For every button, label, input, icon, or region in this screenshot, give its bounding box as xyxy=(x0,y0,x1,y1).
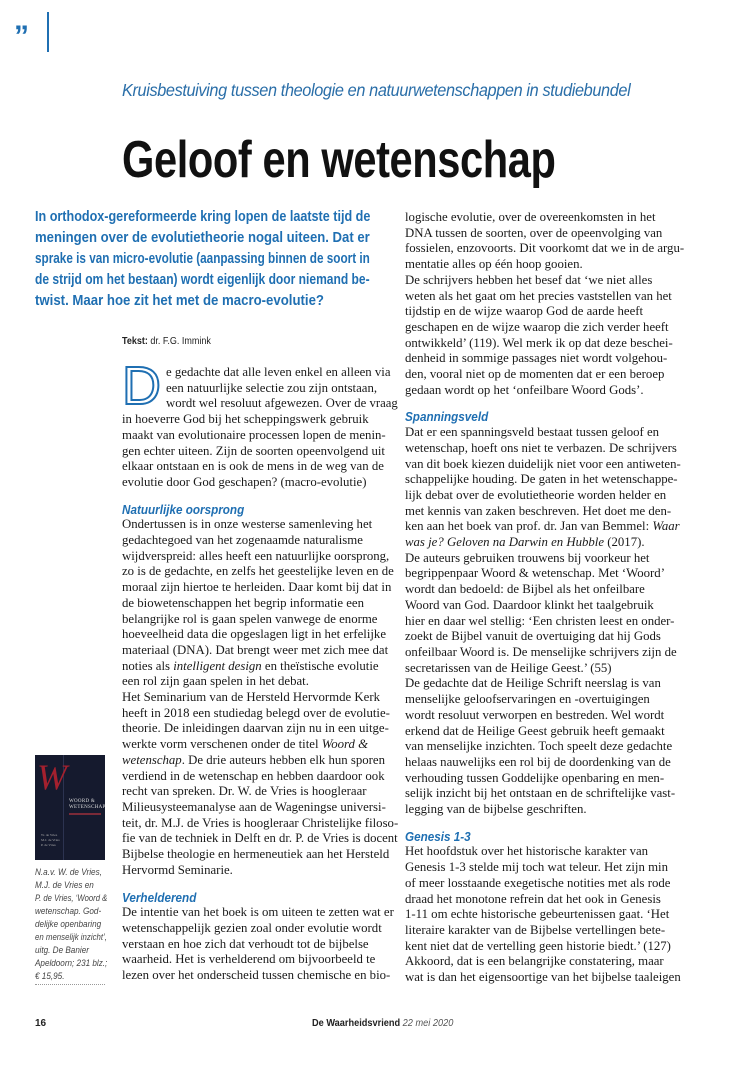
text-line: wetenschappelijk gezien zoal onder evolutie wordt xyxy=(122,920,382,935)
text-line: teit, dr. M.J. de Vries is hoogleraar Christelijke filoso- xyxy=(122,815,399,830)
text-line: belangrijke rol is gaan spelen vanwege de enorme xyxy=(122,611,378,626)
text-line: wetenschap. De drie auteurs hebben elk hun sporen xyxy=(122,752,385,767)
kicker: Kruisbestuiving tussen theologie en natuurwetenschappen in studiebundel xyxy=(122,80,631,100)
text-line: literaire karakter van de Bijbelse vertellingen bete- xyxy=(405,922,666,937)
text-line: werkte vorm verschenen onder de titel Woord & xyxy=(122,737,369,752)
text-line: Ondertussen is in onze westerse samenleving het xyxy=(122,517,373,532)
byline-label: Tekst: xyxy=(122,336,148,347)
page-title: Geloof en wetenschap xyxy=(122,131,556,189)
text-line: M.J. de Vries en xyxy=(35,880,94,891)
text-line: 1-11 om echte historische gebeurtenissen gaat. ‘Het xyxy=(405,907,670,922)
text-line: ken aan het boek van prof. dr. Jan van Bemmel: Waar xyxy=(405,519,680,534)
cover-title xyxy=(69,799,106,811)
text-line: De gedachte dat de Heilige Schrift neerslag is van xyxy=(405,676,661,691)
text-line: noties als intelligent design en theïstische evolutie xyxy=(122,658,379,673)
text-line: erkend dat de Heilige Geest gebruik heeft gemaakt xyxy=(405,723,665,738)
text-line: De auteurs gebruiken trouwens bij voorkeur het xyxy=(405,550,650,565)
text-line: denheid in sommige passages niet wordt volgehou- xyxy=(405,351,668,366)
issue-date: 22 mei 2020 xyxy=(402,1018,454,1029)
text-line: Woord van God. Daardoor klinkt het taalgebruik xyxy=(405,597,654,612)
text-line: in hoeverre God bij het scheppingswerk gebruik xyxy=(122,412,369,427)
text-line: gedachtegoed van het zogenaamde naturalisme xyxy=(122,533,363,548)
text-line: zo is de gedachte, en zelfs het geestelijke leven en de xyxy=(122,564,394,579)
text-line: wordt wel resoluut afgewezen. Over de vraag xyxy=(166,396,398,411)
cover-title-line: WETENSCHAP xyxy=(69,805,106,810)
text-line: tijdstip en de wijze waarop God de aarde heeft xyxy=(405,304,644,319)
text-line: schappelijke houding. De gaten in het wetenschappe- xyxy=(405,472,678,487)
text-line: fossielen, enzovoorts. Dit voorkomt dat we in de argu- xyxy=(405,241,685,256)
text-line: van dit boek kiezen duidelijk niet voor een antiweten- xyxy=(405,456,681,471)
text-line: logische evolutie, over de overeenkomsten in het xyxy=(405,210,656,224)
text-line: In orthodox-gereformeerde kring lopen de laatste tijd de xyxy=(35,208,371,225)
text-line: ontwikkeld’ (119). Wel merk ik op dat deze beschei- xyxy=(405,335,673,350)
text-line: verstaan en hoe zich dat verhoudt tot de bijbelse xyxy=(122,936,369,951)
text-line: de strijd om het bestaan) wordt eigenlijk door niemand be- xyxy=(35,271,370,288)
column-1 xyxy=(122,356,399,984)
text-line: legging van de bijbelse geschriften. xyxy=(405,802,587,817)
text-line: moraal zijn hiertoe te herleiden. Daar komt bij dat in xyxy=(122,580,392,595)
text-line: P. de Vries, ‘Woord & xyxy=(35,893,108,904)
text-line: wordt resoluut verworpen en bestreden. Wel wordt xyxy=(405,707,665,722)
text-line: een rol zijn gaan spelen in het debat. xyxy=(122,674,309,689)
page-number: 16 xyxy=(35,1018,47,1029)
text-line: en menselijk inzicht’, xyxy=(35,932,107,943)
text-line: wijdverspreid: alles heeft een natuurlijke oorsprong, xyxy=(122,548,390,563)
text-line: uitg. De Banier xyxy=(35,945,89,956)
cover-title-line: WOORD & xyxy=(69,799,96,804)
text-line: Bijbelse theologie en hermeneutiek aan het Hersteld xyxy=(122,847,390,862)
text-line: theorie. De inleidingen daarvan zijn nu in een uitge- xyxy=(122,721,389,736)
text-line: De schrijvers hebben het besef dat ‘we niet alles xyxy=(405,272,653,287)
text-line: evolutie door God geschapen? (macro-evolutie) xyxy=(122,474,367,489)
text-line: Apeldoorn; 231 blz.; xyxy=(35,958,108,969)
text-line: heeft in 2018 een studiedag belegd over de evolutie- xyxy=(122,705,390,720)
text-line: wetenschap. God- xyxy=(35,906,102,917)
text-line: sprake is van micro-evolutie (aanpassing binnen de soort in xyxy=(35,250,370,267)
text-line: twist. Maar hoe zit het met de macro-evolutie? xyxy=(35,292,324,309)
text-line: waarheid. Het is verhelderend om bijvoorbeeld te xyxy=(122,952,376,967)
text-line: e gedachte dat alle leven enkel en alleen via xyxy=(166,365,391,379)
text-line: € 15,95. xyxy=(35,971,65,982)
cover-author: M.J. de Vries xyxy=(41,838,60,842)
text-line: weten als het gaat om het precies vaststellen van het xyxy=(405,288,672,303)
section-heading: Verhelderend xyxy=(122,889,197,905)
cover-letter: W xyxy=(37,757,67,797)
text-line: of meer losstaande exegetische notities met als rode xyxy=(405,875,671,890)
cover-stripe xyxy=(69,813,101,815)
text-line: Het Seminarium van de Hersteld Hervormde Kerk xyxy=(122,690,380,705)
text-line: lijk debat over de evolutietheorie worden helder en xyxy=(405,487,667,502)
text-line: Milieusysteemanalyse aan de Wageningse universi- xyxy=(122,799,386,814)
text-line: draad het monotone refrein dat het ook in Genesis xyxy=(405,891,661,906)
caption-divider xyxy=(35,984,105,985)
text-line: recht van spreken. Dr. W. de Vries is hoogleraar xyxy=(122,784,367,799)
text-line: van menselijke inzichten. Toch speelt deze gedachte xyxy=(405,739,673,754)
text-line: lezen over het onderscheid tussen chemische en bio- xyxy=(122,968,391,983)
text-line: met kennis van zaken beschreven. Het doet me den- xyxy=(405,503,672,518)
text-line: secretarissen van de Heilige Geest.’ (55) xyxy=(405,660,612,675)
cover-author: P. de Vries xyxy=(41,843,56,847)
drop-cap: D xyxy=(122,356,161,416)
text-line: de biowetenschappen het begrip informatie een xyxy=(122,595,364,610)
text-line: begrippenpaar Woord & wetenschap. Met ‘Woord’ xyxy=(405,566,665,581)
text-line: Genesis 1-3 stelde mij toch wat teleur. Het zijn min xyxy=(405,860,668,875)
text-line: gen echter uiteen. Zijn de soorten opeenvolgend uit xyxy=(122,443,385,458)
text-line: den, vooral niet op de momenten dat er een beroep xyxy=(405,367,665,382)
text-line: mentatie alles op één hoop gooien. xyxy=(405,257,583,272)
section-heading: Spanningsveld xyxy=(405,409,489,425)
text-line: elkaar ontstaan en is ook de mens in de weg van de xyxy=(122,459,384,474)
text-line: geschapen en de wijze waarop die zich verder heeft xyxy=(405,319,669,334)
text-line: fie van de techniek in Delft en dr. P. de Vries is docent xyxy=(122,831,398,846)
text-line: een natuurlijke selectie zou zijn ontstaan, xyxy=(166,380,378,395)
lead-paragraph xyxy=(35,206,370,311)
text-line: De intentie van het boek is om uiteen te zetten wat er xyxy=(122,905,394,920)
text-line: N.a.v. W. de Vries, xyxy=(35,867,102,878)
vertical-rule xyxy=(47,12,49,52)
text-line: Het hoofdstuk over het historische karakter van xyxy=(405,844,649,859)
text-line: maakt van evolutionaire processen lopen de menin- xyxy=(122,427,386,442)
column-2 xyxy=(405,210,700,986)
byline-author: dr. F.G. Immink xyxy=(150,336,211,347)
text-line: Akkoord, dat is een belangrijke constatering, maar xyxy=(405,954,664,969)
section-heading: Natuurlijke oorsprong xyxy=(122,501,245,517)
cover-author: W. de Vries xyxy=(41,833,58,837)
footer xyxy=(312,1018,453,1029)
text-line: zoekt de Bijbel vanuit de overtuiging dat hij Gods xyxy=(405,629,661,644)
text-line: selijk inzicht bij het ontstaan en de schriftelijke vast- xyxy=(405,786,676,801)
text-line: DNA tussen de soorten, over de opeenvolging van xyxy=(405,225,663,240)
byline xyxy=(122,336,211,347)
text-line: wordt dan bedoeld: de Bijbel als het onfeilbare xyxy=(405,582,645,597)
cover-authors xyxy=(41,833,60,848)
text-line: hier en daar wel stellig: ‘Een christen leest en onder- xyxy=(405,613,675,628)
publication-name: De Waarheidsvriend xyxy=(312,1018,401,1029)
text-line: hoeveelheid data die opgeslagen ligt in het erfelijke xyxy=(122,627,387,642)
text-line: onfeilbaar Woord is. De menselijke schrijvers zijn de xyxy=(405,644,677,659)
text-line: menselijke geloofservaringen en -overtuigingen xyxy=(405,692,650,707)
text-line: Dat er een spanningsveld bestaat tussen geloof en xyxy=(405,425,660,440)
quote-mark-icon: ” xyxy=(14,20,29,53)
text-line: wat is dan het eigensoortige van het bijbelse taaleigen xyxy=(405,970,681,985)
text-line: meningen over de evolutietheorie nogal uiteen. Dat er xyxy=(35,229,370,246)
text-line: wetenschap, hoeft ons niet te verbazen. De schrijvers xyxy=(405,440,677,455)
text-line: gedaan wordt op het ‘onfeilbare Woord Gods’. xyxy=(405,382,644,397)
text-line: Hervormd Seminarie. xyxy=(122,862,233,877)
section-heading: Genesis 1-3 xyxy=(405,828,471,844)
book-cover-image xyxy=(35,755,105,860)
text-line: helaas nauwelijks een rol bij de doordenking van de xyxy=(405,754,671,769)
text-line: verdiend in de wetenschap en hebben daardoor ook xyxy=(122,768,385,783)
text-line: verhouding tussen Goddelijke openbaring en men- xyxy=(405,770,665,785)
text-line: kent niet dat de vertelling geen historie biedt.’ (127) xyxy=(405,938,671,953)
book-caption xyxy=(35,866,110,983)
text-line: materiaal (DNA). Dat brengt weer met zich mee dat xyxy=(122,642,389,657)
text-line: was je? Geloven na Darwin en Hubble (2017). xyxy=(405,535,645,550)
text-line: delijke openbaring xyxy=(35,919,102,930)
